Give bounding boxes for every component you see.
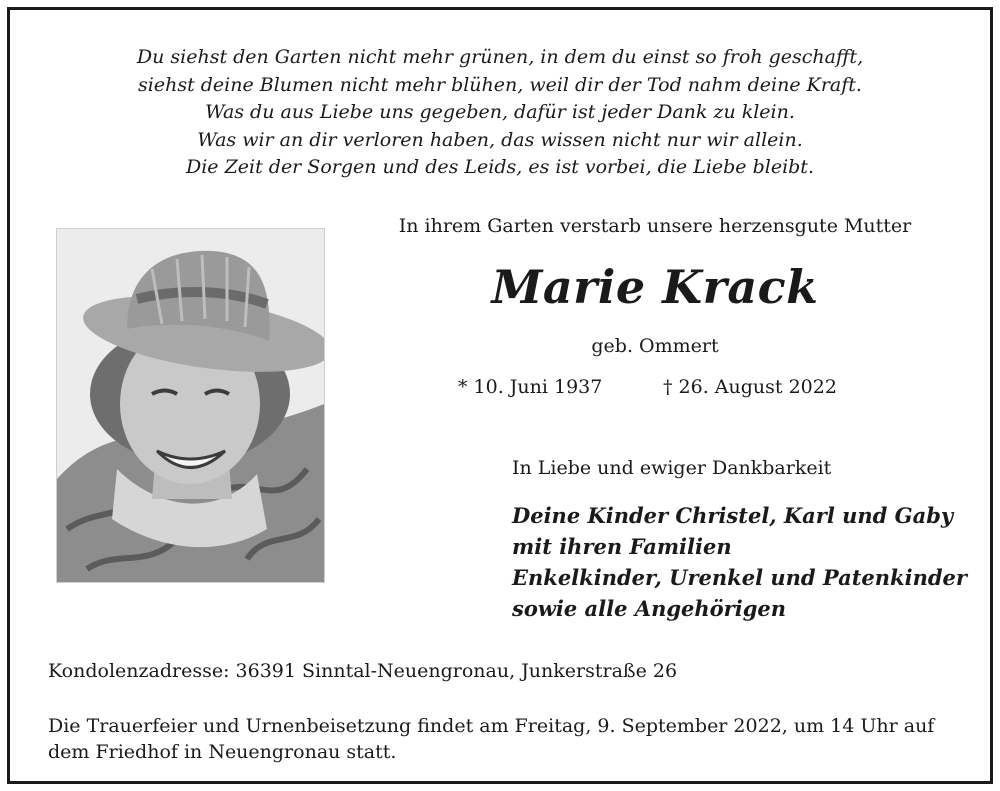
poem-line: Die Zeit der Sorgen und des Leids, es ist vorbei, die Liebe bleibt.	[185, 156, 814, 178]
intro-text: In ihrem Garten verstarb unsere herzensgute Mutter	[398, 215, 912, 237]
poem-line: Was du aus Liebe uns gegeben, dafür ist jeder Dank zu klein.	[205, 101, 795, 123]
mourner-line: sowie alle Angehörigen	[512, 596, 787, 621]
mourner-line: Deine Kinder Christel, Karl und Gaby	[512, 503, 954, 528]
death-date: † 26. August 2022	[663, 376, 837, 398]
portrait-photo-image	[57, 229, 324, 582]
maiden-name: geb. Ommert	[591, 335, 719, 357]
birth-date: * 10. Juni 1937	[458, 376, 603, 398]
mourner-line: Enkelkinder, Urenkel und Patenkinder	[512, 565, 967, 590]
portrait-photo	[56, 228, 325, 583]
deceased-name: Marie Krack	[491, 260, 819, 314]
mourners-list	[512, 500, 967, 624]
obituary-frame	[7, 7, 993, 784]
poem-line: siehst deine Blumen nicht mehr blühen, weil dir der Tod nahm deine Kraft.	[138, 73, 862, 96]
poem-line: Was wir an dir verloren haben, das wissen nicht nur wir allein.	[197, 128, 803, 151]
mourner-line: mit ihren Familien	[512, 534, 732, 559]
ceremony-info: Die Trauerfeier und Urnenbeisetzung findet am Freitag, 9. September 2022, um 14 Uhr auf dem Friedhof in Neuengronau statt.	[48, 715, 935, 763]
poem-line: Du siehst den Garten nicht mehr grünen, in dem du einst so froh geschafft,	[136, 46, 864, 68]
condolence-address: Kondolenzadresse: 36391 Sinntal-Neuengronau, Junkerstraße 26	[48, 660, 678, 682]
poem	[10, 44, 990, 182]
gratitude-text: In Liebe und ewiger Dankbarkeit	[512, 457, 832, 479]
